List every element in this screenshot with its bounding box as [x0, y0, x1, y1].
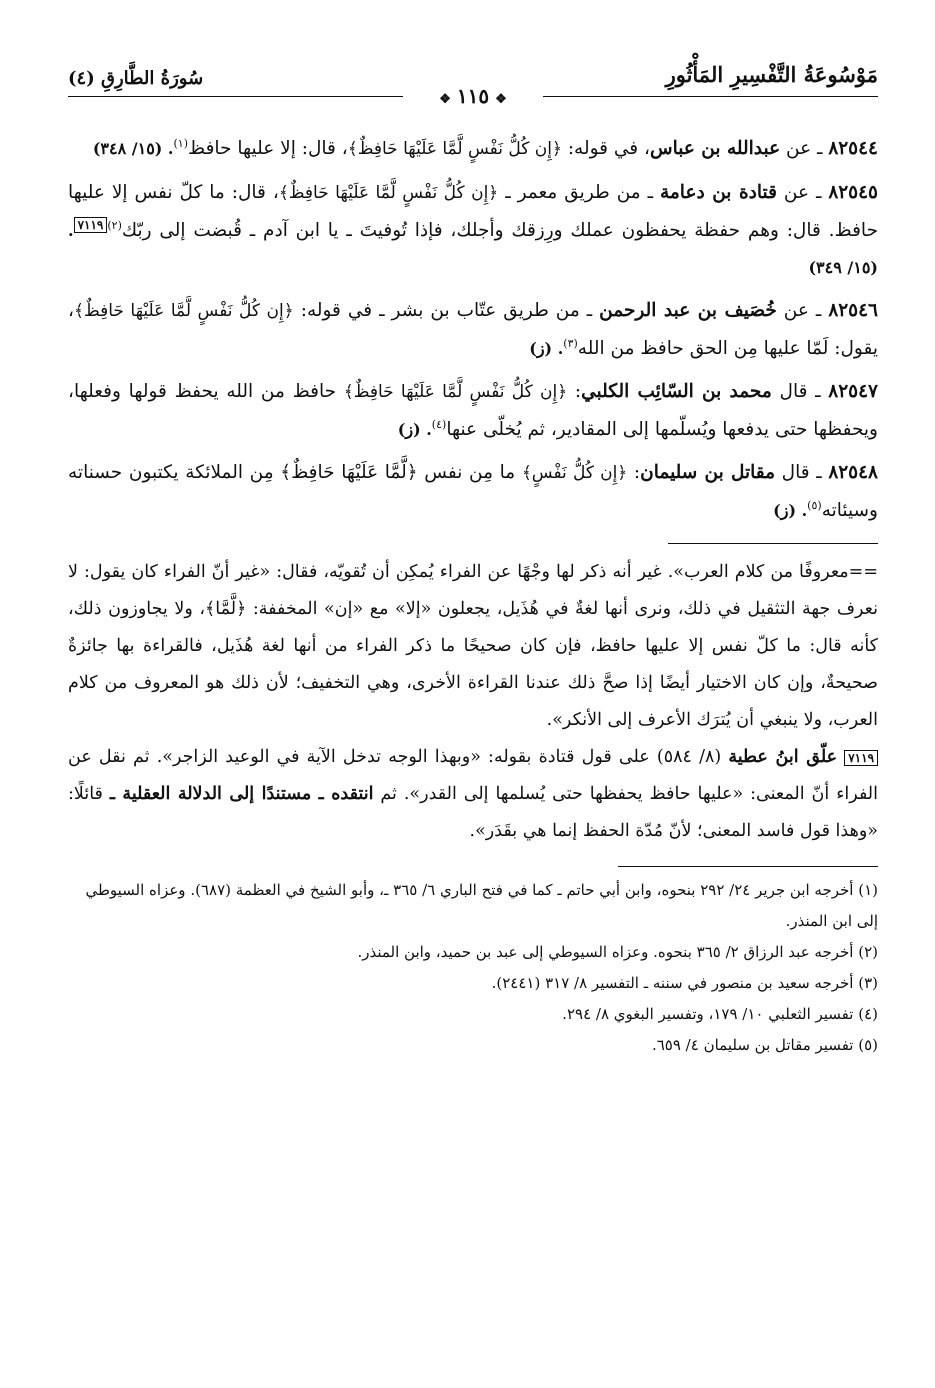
footnote-mark: (١) — [173, 136, 189, 150]
volume-ref: . (١٥/ ٣٤٩) — [68, 221, 878, 277]
footnote: (٤) تفسير الثعلبي ١٠/ ١٧٩، وتفسير البغوي ٨/ ٢٩٤. — [562, 1005, 878, 1023]
entry-text: ، قال: ما كلّ نفس إلا عليها حافظ. قال: وهم حفظة يحفظون عملك ورِزقك وأجلك، فإذا تُوفيتَ ـ يا ابن آدم ـ قُبضت إلى ربّك — [68, 182, 878, 241]
entry-text: ـ من طريق معمر ـ — [498, 182, 660, 203]
continued-mark: == — [848, 562, 878, 582]
narrator-name: مقاتل بن سليمان — [640, 462, 776, 483]
entry-text: : — [627, 462, 641, 483]
page-number: ١١٥ — [456, 84, 490, 108]
entry-text: ـ عن — [776, 300, 829, 321]
quran-verse: ﴿إِن كُلُّ نَفْسٍ لَّمَّا عَلَيْهَا حَافِظٌ﴾ — [347, 139, 562, 159]
commentary-text: (٨/ ٥٨٤) على قول قتادة بقوله: «وبهذا الوجه تدخل الآية في الوعيد الزاجر». ثم نقل عن الفراء أنّ المعنى: «عليها حافظ يحفظها حتى يُسلمها إلى القدر». ثم — [68, 747, 878, 804]
narrator-name: قتادة بن دعامة — [659, 182, 777, 203]
footnote: (٢) أخرجه عبد الرزاق ٢/ ٣٦٥ بنحوه. وعزاه السيوطي إلى عبد بن حميد، وابن المنذر. — [357, 943, 878, 961]
footnote: (٣) أخرجه سعيد بن منصور في سننه ـ التفسير ٨/ ٣١٧ (٢٤٤١). — [491, 974, 878, 992]
quran-verse: ﴿إِن كُلُّ نَفْسٍ﴾ — [521, 463, 628, 483]
volume-ref: . (ز) — [397, 420, 432, 439]
entry-text: ما مِن نفس ﴿لَّمَّا عَلَيْهَا حَافِظٌ﴾ مِن الملائكة يكتبون حسناته وسيئاته — [68, 462, 878, 521]
entry-number: ٨٢٥٤٦ — [828, 300, 878, 321]
entry — [68, 373, 878, 448]
page-number-block — [68, 84, 878, 108]
entry-number: ٨٢٥٤٤ — [828, 138, 878, 159]
entry-text: ، في قوله: — [561, 138, 651, 159]
quran-verse: ﴿إِن كُلُّ نَفْسٍ لَّمَّا عَلَيْهَا حَافِظٌ﴾ — [278, 183, 499, 203]
entry-text: ـ عن — [776, 182, 829, 203]
commentary-bold-text: انتقده ـ مستندًا إلى الدلالة العقلية ـ — [109, 784, 374, 804]
footnote-mark: (٤) — [431, 417, 447, 431]
book-title: مَوْسُوعَةُ التَّفْسِيرِ المَأْثُورِ — [665, 62, 878, 87]
surah-title: سُورَةُ الطَّارِقِ (٤) — [68, 68, 204, 89]
entry-text: ـ من طريق عتّاب بن بشر ـ في قوله: — [293, 300, 600, 321]
ornament-icon: ❖ — [495, 92, 507, 107]
quran-verse: ﴿إِن كُلُّ نَفْسٍ لَّمَّا عَلَيْهَا حَافِظٌ﴾ — [73, 301, 294, 321]
commentary-number-box: ٧١١٩ — [74, 217, 108, 233]
entry-number: ٨٢٥٤٨ — [828, 462, 878, 483]
footnotes — [68, 875, 878, 1061]
entry-text: ـ عن — [780, 138, 829, 159]
volume-ref: . (ز) — [529, 339, 564, 358]
narrator-name: عبدالله بن عباس — [650, 138, 781, 159]
entry-text: ـ قال — [775, 462, 829, 483]
narrator-name: محمد بن السّائِب الكلبي — [581, 381, 772, 402]
footnote-mark: (٥) — [807, 498, 822, 512]
commentary-notes — [68, 554, 878, 850]
entry-text: ، قال: إلا عليها حافظ — [188, 138, 348, 159]
page-header — [68, 56, 878, 108]
entry — [68, 292, 878, 367]
header-rule — [68, 86, 878, 106]
entry-text: : — [567, 381, 582, 402]
commentary-text: قائلًا: «وهذا قول فاسد المعنى؛ لأنّ مُدّة الحفظ إنما هي بقَدَر». — [68, 784, 878, 841]
entry-text: ، يقول: لَمّا عليها مِن الحق حافظ من الله — [68, 300, 878, 359]
footnote: (١) أخرجه ابن جرير ٢٤/ ٢٩٢ بنحوه، وابن أبي حاتم ـ كما في فتح الباري ٦/ ٣٦٥ ـ، وأبو الشيخ في العظمة (٦٨٧). وعزاه السيوطي إلى ابن المنذر. — [85, 881, 878, 930]
main-text — [68, 130, 878, 529]
entry-text: ـ قال — [771, 381, 829, 402]
commentary-bold-text: علّق ابنُ عطية — [728, 747, 838, 767]
ornament-icon: ❖ — [439, 92, 451, 107]
volume-ref: . (١٥/ ٣٤٨) — [92, 139, 174, 158]
entry — [68, 454, 878, 529]
entry-text: حافظ من الله يحفظ قولها وفعلها، ويحفظها حتى يدفعها ويُسلّمها إلى المقادير، ثم يُخلّى عنها — [68, 381, 878, 440]
commentary-number-box: ٧١١٩ — [844, 750, 878, 766]
commentary-text: معروفًا من كلام العرب». غير أنه ذكر لها وجْهًا عن الفراء يُمكِن أن تُقويّه، فقال: «غير أنّ الفراء كان يقول: لا نعرف جهة التثقيل في ذلك، ونرى أنها لغةٌ في هُذَيل، يجعلون «إلا» مع «إن» المخففة: ﴿لَّمَّا﴾، ولا يجاوزون ذلك، كأنه قال: ما كلّ نفس إلا عليها حافظ، فإن كان صحيحًا ما ذكر الفراء من أنها لغة هُذَيل، فالقراءة بها جائزةٌ صحيحةٌ، وإن كان الاختيار أيضًا إذا صحَّ ذلك عندنا القراءة الأخرى، وهي التخفيف؛ لأن ذلك هو المعروف من كلام العرب، ولا ينبغي أن يُترَك الأعرف إلى الأنكر». — [68, 562, 878, 730]
entry — [68, 130, 878, 168]
entry-number: ٨٢٥٤٧ — [828, 381, 878, 402]
narrator-name: خُصَيف بن عبد الرحمن — [599, 300, 777, 321]
footnote-mark: (٢) — [107, 218, 122, 232]
page — [68, 56, 878, 1061]
entry — [68, 174, 878, 286]
commentary-paragraph — [68, 554, 878, 739]
commentary-separator — [668, 543, 878, 544]
footnotes-separator — [618, 866, 878, 867]
footnote-mark: (٣) — [563, 336, 578, 350]
quran-verse: ﴿إِن كُلُّ نَفْسٍ لَّمَّا عَلَيْهَا حَافِظٌ﴾ — [343, 382, 568, 402]
volume-ref: . (ز) — [773, 501, 808, 520]
footnote: (٥) تفسير مقاتل بن سليمان ٤/ ٦٥٩. — [651, 1036, 878, 1054]
entry-number: ٨٢٥٤٥ — [828, 182, 878, 203]
commentary-paragraph — [68, 739, 878, 850]
